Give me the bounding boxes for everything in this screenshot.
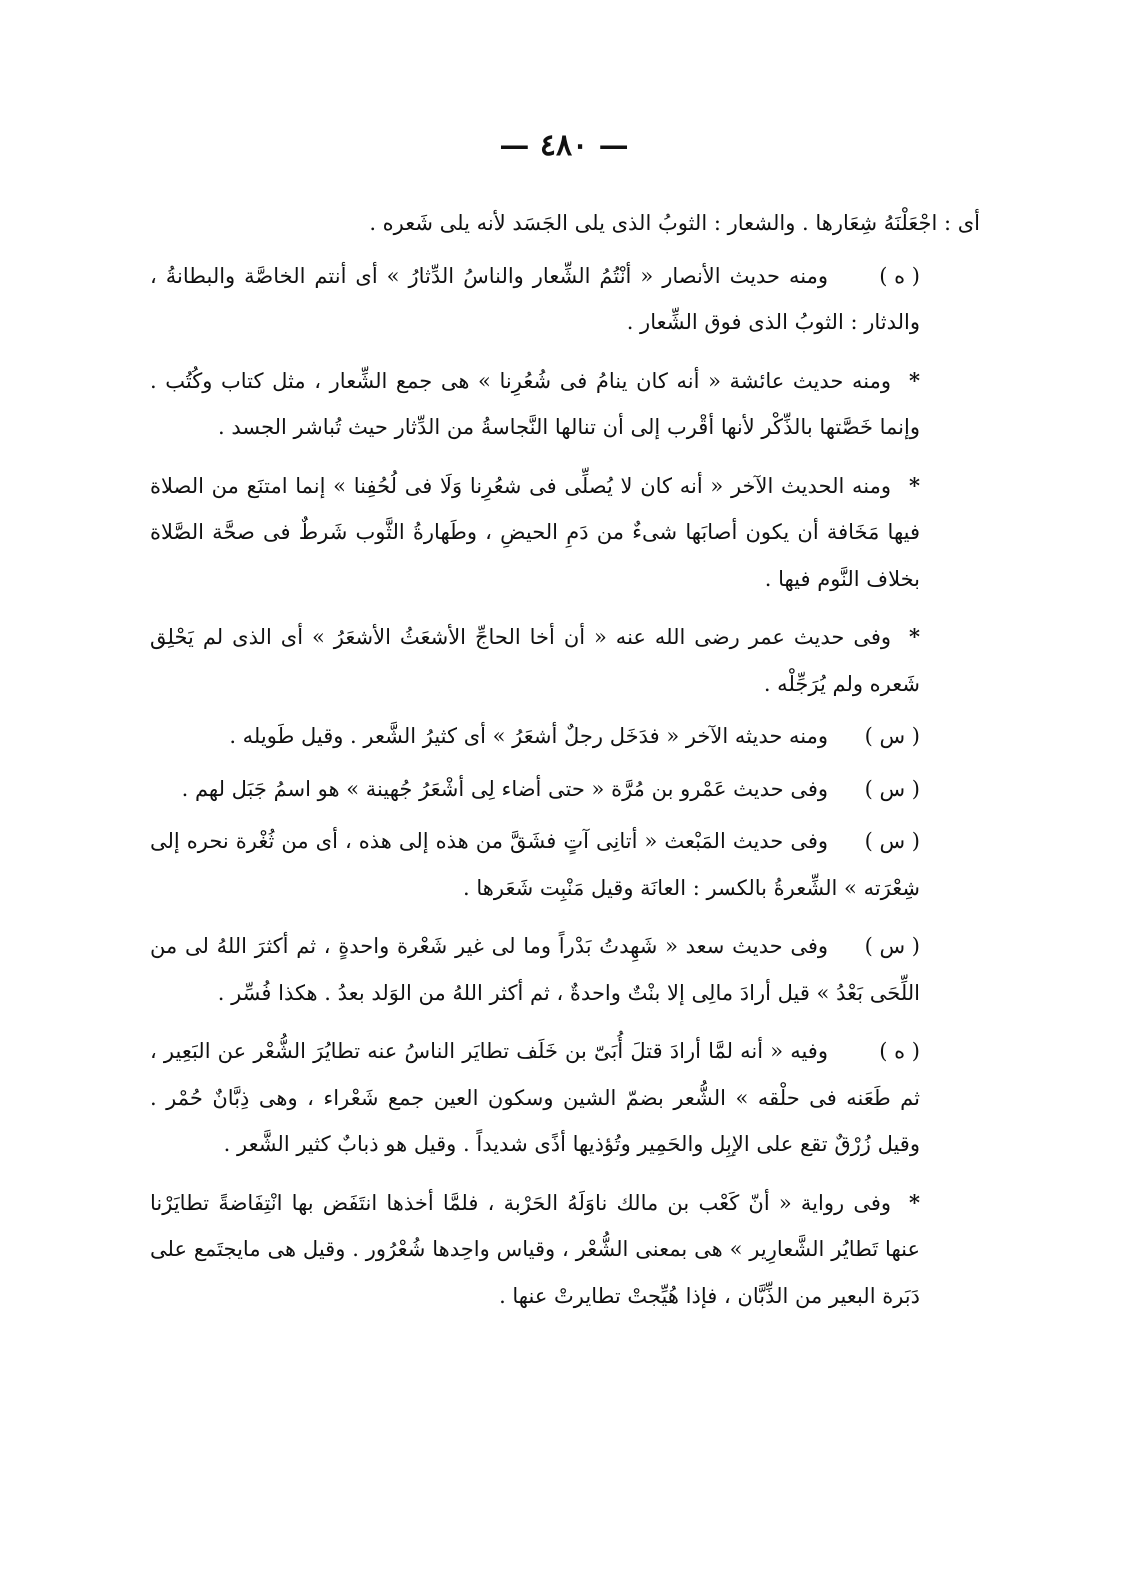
entry-marker: ( ه ) <box>879 263 920 288</box>
entry-marker: ( س ) <box>864 934 920 958</box>
paragraph-6 <box>150 713 980 760</box>
entry-marker: ( س ) <box>864 829 920 853</box>
paragraph-text: وفى حديث عمر رضى الله عنه « أن أخا الحاجِّ الأشعَثُ الأشعَرُ » أى الذى لم يَحْلِق شَعره ولم يُرَجِّلْه . <box>150 625 920 696</box>
paragraph-text: ومنه حديث الأنصار « أنْتُمُ الشِّعار والناسُ الدِّثارُ » أى أنتم الخاصَّة والبطانةُ ، والدثار : الثوبُ الذى فوق الشِّعار . <box>150 263 920 334</box>
paragraph-2 <box>150 253 980 346</box>
star-marker: * <box>909 472 920 498</box>
page-content <box>150 200 980 1325</box>
paragraph-text: وفيه « أنه لمَّا أرادَ قتلَ أُبَىّ بن خَلَف تطايَر الناسُ عنه تطايُرَ الشُّعْر عن البَعِير ، ثم طَعَنه فى حلْقه » الشُّعر بضمّ الشين وسكون العين جمع شَعْراء ، وهى ذِبَّانٌ حُمْر . وقيل زُرْقٌ تقع على الإبِل والحَمِير وتُؤذيها أذًى شديداً . وقيل هو ذبابٌ كثير الشَّعر . <box>150 1039 920 1156</box>
paragraph-11 <box>150 1180 980 1320</box>
page-number: — ٤٨٠ — <box>499 128 629 163</box>
paragraph-7 <box>150 766 980 813</box>
paragraph-text: وفى حديث المَبْعث « أتانِى آتٍ فشَقَّ من هذه إلى هذه ، أى من ثُغْرة نحره إلى شِعْرَته » الشِّعرةُ بالكسر : العانَة وقيل مَنْبِت شَعَرها . <box>150 829 920 900</box>
paragraph-text: وفى حديث سعد « شَهِدتُ بَدْراً وما لى غير شَعْرة واحدةٍ ، ثم أكثرَ اللهُ لى من اللِّحَى بَعْدُ » قيل أرادَ مالِى إلا بنْتٌ واحدةٌ ، ثم أكثر اللهُ من الوَلد بعدُ . هكذا فُسِّر . <box>150 934 920 1005</box>
star-marker: * <box>909 1189 920 1215</box>
paragraph-text: وفى رواية « أنّ كَعْب بن مالك ناوَلَهُ الحَرْبة ، فلمَّا أخذها انتَفَض بها انْتِفَاضةً تطايَرْنا عنها تَطايُر الشَّعارِير » هى بمعنى الشُّعْر ، وقياس واحِدها شُعْرُور . وقيل هى مايجتَمع على دَبَرة البعير من الذِّبَّان ، فإذا هُيِّجتْ تطايرتْ عنها . <box>150 1190 920 1308</box>
paragraph-text: أى : اجْعَلْنَهُ شِعَارها . والشعار : الثوبُ الذى يلى الجَسَد لأنه يلى شَعره . <box>369 211 980 235</box>
paragraph-text: ومنه حديثه الآخر « فدَخَل رجلٌ أشعَرُ » أى كثيرُ الشَّعر . وقيل طَويله . <box>229 724 828 748</box>
entry-marker: ( ه ) <box>879 1039 920 1063</box>
paragraph-9 <box>150 923 980 1016</box>
paragraph-1 <box>150 200 980 247</box>
star-marker: * <box>909 367 920 393</box>
entry-marker: ( س ) <box>864 724 920 748</box>
paragraph-5 <box>150 614 980 707</box>
entry-marker: ( س ) <box>864 776 920 801</box>
paragraph-text: وفى حديث عَمْرو بن مُرَّة « حتى أضاء لِى أشْعَرُ جُهينة » هو اسمُ جَبَل لهم . <box>181 776 828 801</box>
paragraph-text: ومنه الحديث الآخر « أنه كان لا يُصلِّى فى شعُرِنا وَلَا فى لُحُفِنا » إنما امتنَع من الصلاة فيها مَخَافة أن يكون أصابَها شىءٌ من دَمِ الحيضِ ، وطَهارةُ الثَّوب شَرطٌ فى صحَّة الصَّلاة بخلاف النَّوم فيها . <box>150 473 920 591</box>
paragraph-8 <box>150 818 980 911</box>
star-marker: * <box>909 624 920 649</box>
paragraph-3 <box>150 358 980 451</box>
paragraph-4 <box>150 463 980 603</box>
paragraph-text: ومنه حديث عائشة « أنه كان ينامُ فى شُعُرِنا » هى جمع الشِّعار ، مثل كتاب وكُتُب . وإنما خَصَّتها بالذِّكْر لأنها أقْرب إلى أن تنالها النَّجاسةُ من الدِّثار حيث تُباشر الجسد . <box>150 368 920 439</box>
paragraph-10 <box>150 1028 980 1168</box>
